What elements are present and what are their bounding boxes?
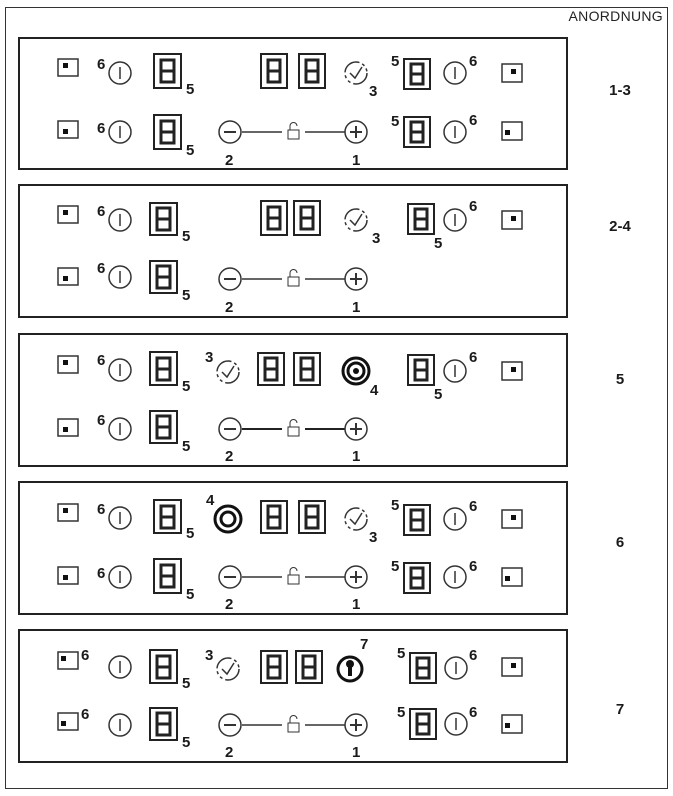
- callout-power: 6: [97, 412, 106, 429]
- power-icon: [444, 508, 466, 530]
- power-icon: [444, 566, 466, 588]
- zone-indicator-icon: [58, 504, 78, 521]
- callout-power: 6: [97, 120, 106, 137]
- zone-indicator-icon: [502, 362, 522, 380]
- callout-display: 5: [182, 734, 191, 751]
- digit-display-icon: [404, 563, 430, 593]
- digit-display-icon: [408, 355, 434, 385]
- callout-power: 6: [97, 501, 106, 518]
- digit-display-icon: [154, 559, 181, 593]
- zone-indicator-icon: [58, 652, 78, 669]
- callout-plus: 1: [352, 448, 361, 465]
- digit-display-icon: [404, 59, 430, 89]
- callout-minus: 2: [225, 448, 234, 465]
- timer-icon: [345, 209, 367, 231]
- panel-id-6: 6: [615, 534, 625, 551]
- panel-1-3-graphic: [20, 39, 570, 172]
- zone-indicator-icon: [502, 122, 522, 140]
- plus-icon: [345, 714, 367, 736]
- zone-indicator-icon: [502, 715, 522, 733]
- power-icon: [109, 566, 131, 588]
- panel-id-2-4: 2-4: [609, 218, 631, 235]
- power-icon: [109, 209, 131, 231]
- timer-icon: [217, 658, 239, 680]
- callout-boost: 4: [206, 492, 215, 509]
- panel-1-3: [18, 37, 568, 170]
- callout-display: 5: [182, 438, 191, 455]
- callout-plus: 1: [352, 744, 361, 761]
- callout-display: 5: [391, 113, 400, 130]
- diagram-title: ANORDNUNG: [568, 8, 663, 24]
- zone-indicator-icon: [58, 206, 78, 223]
- minus-icon: [219, 418, 241, 440]
- digit-display-icon: [150, 708, 177, 740]
- callout-power: 6: [469, 198, 478, 215]
- zone-indicator-icon: [502, 211, 522, 229]
- zone-indicator-icon: [58, 567, 78, 584]
- callout-display: 5: [182, 228, 191, 245]
- power-icon: [109, 359, 131, 381]
- callout-minus: 2: [225, 596, 234, 613]
- timer-icon: [345, 62, 367, 84]
- boost-icon: [343, 358, 369, 384]
- plus-icon: [345, 121, 367, 143]
- power-icon: [109, 266, 131, 288]
- callout-display: 5: [186, 142, 195, 159]
- callout-plus: 1: [352, 299, 361, 316]
- minus-icon: [219, 268, 241, 290]
- panel-id-1-3: 1-3: [609, 82, 631, 99]
- digit-display-icon: [404, 505, 430, 535]
- zone-indicator-icon: [58, 713, 78, 730]
- callout-power: 6: [81, 706, 90, 723]
- callout-plus: 1: [352, 596, 361, 613]
- callout-display: 5: [182, 287, 191, 304]
- callout-display: 5: [397, 704, 406, 721]
- digit-display-icon: [299, 54, 325, 88]
- callout-power: 6: [469, 112, 478, 129]
- panel-2-4: [18, 184, 568, 318]
- panel-7-graphic: [20, 631, 570, 765]
- callout-display: 5: [186, 525, 195, 542]
- power-icon: [445, 713, 467, 735]
- minus-icon: [219, 121, 241, 143]
- minus-icon: [219, 714, 241, 736]
- digit-display-icon: [258, 353, 284, 385]
- callout-minus: 2: [225, 744, 234, 761]
- zone-indicator-icon: [58, 59, 78, 76]
- zone-indicator-icon: [502, 658, 522, 676]
- lock-icon: [288, 420, 299, 437]
- digit-display-icon: [261, 501, 287, 533]
- digit-display-icon: [294, 353, 320, 385]
- panel-id-5: 5: [615, 371, 625, 388]
- panel-5-graphic: [20, 335, 570, 469]
- zone-indicator-icon: [58, 419, 78, 436]
- lock-icon: [288, 568, 299, 585]
- callout-power: 6: [97, 352, 106, 369]
- digit-display-icon: [154, 500, 181, 533]
- callout-timer: 3: [205, 349, 214, 366]
- digit-display-icon: [154, 54, 181, 88]
- zone-indicator-icon: [502, 568, 522, 586]
- power-icon: [109, 62, 131, 84]
- power-icon: [444, 209, 466, 231]
- digit-display-icon: [150, 411, 177, 443]
- power-icon: [444, 360, 466, 382]
- digit-display-icon: [261, 54, 287, 88]
- callout-power: 6: [97, 565, 106, 582]
- digit-display-icon: [410, 653, 436, 683]
- digit-display-icon: [261, 651, 287, 683]
- callout-display: 5: [391, 53, 400, 70]
- panel-id-7: 7: [615, 701, 625, 718]
- panel-7: [18, 629, 568, 763]
- digit-display-icon: [261, 201, 287, 235]
- callout-power: 6: [469, 498, 478, 515]
- callout-power: 6: [97, 260, 106, 277]
- callout-display: 5: [391, 558, 400, 575]
- callout-timer: 3: [372, 230, 381, 247]
- digit-display-icon: [296, 651, 322, 683]
- plus-icon: [345, 566, 367, 588]
- plus-icon: [345, 418, 367, 440]
- callout-display: 5: [434, 386, 443, 403]
- callout-timer: 3: [369, 83, 378, 100]
- power-icon: [109, 656, 131, 678]
- zone-indicator-icon: [58, 121, 78, 138]
- panel-2-4-graphic: [20, 186, 570, 320]
- zone-indicator-icon: [502, 64, 522, 82]
- callout-power: 6: [97, 203, 106, 220]
- zone-indicator-icon: [58, 356, 78, 373]
- callout-power: 6: [81, 647, 90, 664]
- lock-icon: [288, 123, 299, 140]
- digit-display-icon: [408, 204, 434, 234]
- callout-minus: 2: [225, 152, 234, 169]
- panel-6: [18, 481, 568, 615]
- digit-display-icon: [294, 201, 320, 235]
- callout-display: 5: [186, 586, 195, 603]
- callout-lock: 7: [360, 636, 369, 653]
- power-icon: [444, 121, 466, 143]
- power-icon: [109, 418, 131, 440]
- power-icon: [445, 657, 467, 679]
- panel-6-graphic: [20, 483, 570, 617]
- lock-icon: [288, 270, 299, 287]
- digit-display-icon: [410, 709, 436, 739]
- panel-5: [18, 333, 568, 467]
- zone-indicator-icon: [502, 510, 522, 528]
- callout-boost: 4: [370, 382, 379, 399]
- callout-display: 5: [391, 497, 400, 514]
- digit-display-icon: [404, 117, 430, 147]
- power-icon: [109, 507, 131, 529]
- callout-power: 6: [469, 704, 478, 721]
- callout-power: 6: [469, 53, 478, 70]
- power-icon: [109, 714, 131, 736]
- callout-display: 5: [186, 81, 195, 98]
- zone-indicator-icon: [58, 268, 78, 285]
- timer-icon: [217, 361, 239, 383]
- callout-power: 6: [97, 56, 106, 73]
- callout-power: 6: [469, 558, 478, 575]
- callout-power: 6: [469, 647, 478, 664]
- minus-icon: [219, 566, 241, 588]
- callout-plus: 1: [352, 152, 361, 169]
- power-icon: [444, 62, 466, 84]
- callout-timer: 3: [369, 529, 378, 546]
- callout-display: 5: [182, 378, 191, 395]
- callout-power: 6: [469, 349, 478, 366]
- callout-minus: 2: [225, 299, 234, 316]
- digit-display-icon: [150, 261, 177, 293]
- power-icon: [109, 121, 131, 143]
- callout-display: 5: [434, 235, 443, 252]
- callout-display: 5: [397, 645, 406, 662]
- boost-icon: [215, 506, 241, 532]
- plus-icon: [345, 268, 367, 290]
- lock-icon: [288, 716, 299, 733]
- timer-icon: [345, 508, 367, 530]
- digit-display-icon: [299, 501, 325, 533]
- digit-display-icon: [150, 203, 177, 235]
- callout-display: 5: [182, 675, 191, 692]
- callout-timer: 3: [205, 647, 214, 664]
- key-lock-icon: [338, 657, 362, 681]
- digit-display-icon: [154, 115, 181, 149]
- digit-display-icon: [150, 650, 177, 683]
- digit-display-icon: [150, 352, 177, 385]
